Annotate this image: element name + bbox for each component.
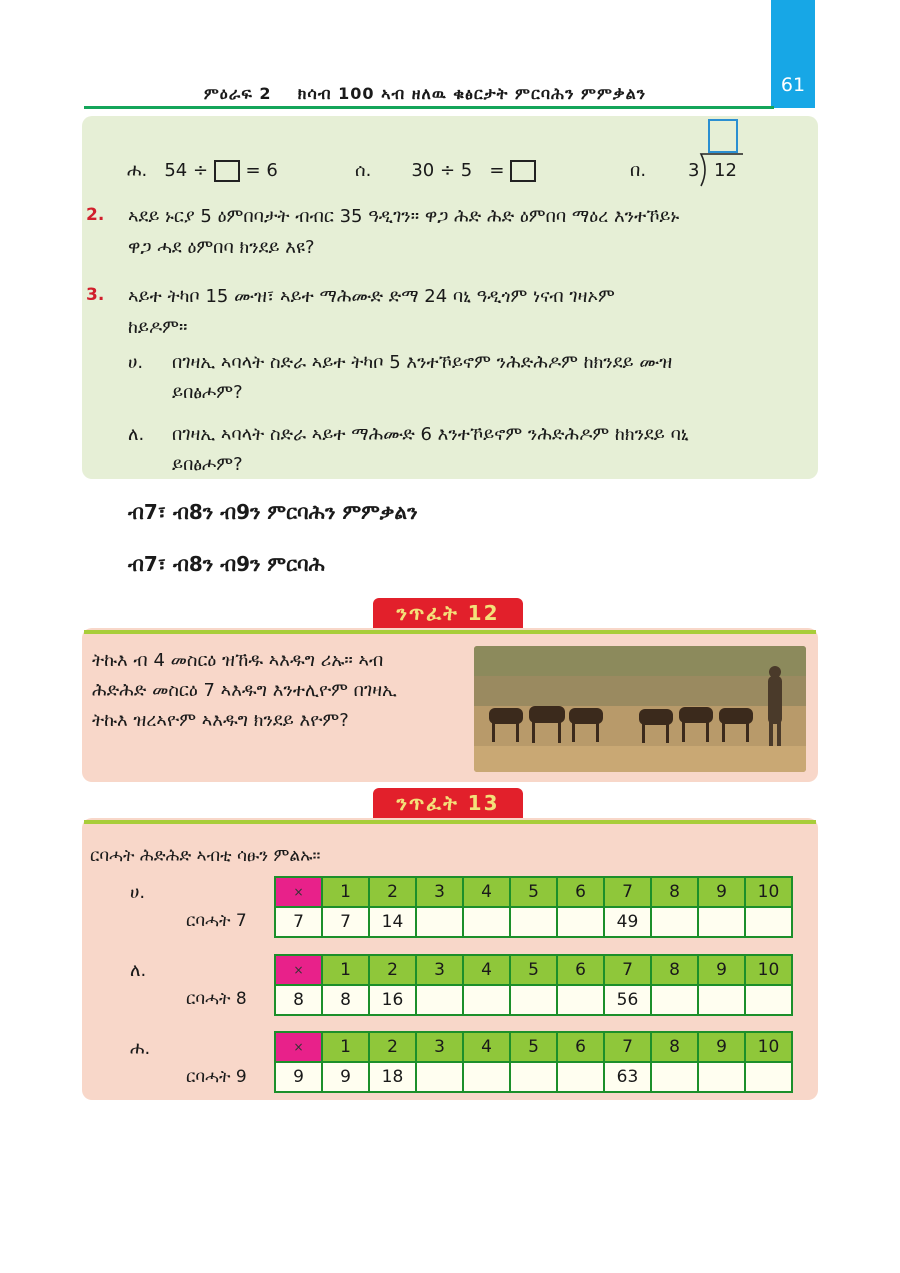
exercise-b-label: ሰ.	[355, 160, 372, 181]
exercise-c-label: በ.	[630, 160, 647, 181]
value-cell: 8	[322, 985, 369, 1015]
value-cell: 14	[369, 907, 416, 937]
header-cell: 6	[557, 877, 604, 907]
answer-cell[interactable]	[557, 907, 604, 937]
header-divider	[84, 106, 774, 109]
answer-cell[interactable]	[651, 907, 698, 937]
value-cell: 56	[604, 985, 651, 1015]
header-cell: 6	[557, 955, 604, 985]
divisor: 3	[688, 160, 700, 181]
sub-heading: ብ7፣ ብ8ን ብ9ን ምርባሕ	[128, 552, 325, 576]
page-number: 61	[780, 74, 806, 96]
header-cell: 7	[604, 1032, 651, 1062]
chapter-unit: ምዕራፍ 2	[203, 84, 272, 103]
header-cell: 8	[651, 1032, 698, 1062]
header-cell: 4	[463, 877, 510, 907]
answer-box[interactable]	[214, 160, 240, 182]
value-cell: 9	[322, 1062, 369, 1092]
answer-cell[interactable]	[463, 985, 510, 1015]
part-label: ሀ.	[130, 882, 146, 903]
header-cell: 1	[322, 1032, 369, 1062]
donkeys-photo	[474, 646, 806, 772]
activity-13-instruction: ርባሓት ሕድሕድ ኣብቲ ሳፁን ምልኡ።	[90, 846, 321, 866]
multiplication-table-9	[274, 1031, 793, 1093]
answer-cell[interactable]	[651, 985, 698, 1015]
header-cell: 10	[745, 955, 792, 985]
value-cell: 9	[275, 1062, 322, 1092]
times-icon: ×	[275, 877, 322, 907]
exercise-a-right: = 6	[245, 160, 278, 181]
section-heading: ብ7፣ ብ8ን ብ9ን ምርባሕን ምምቃልን	[128, 500, 418, 524]
header-cell: 5	[510, 877, 557, 907]
chapter-title: ክሳብ 100 ኣብ ዘለዉ ቁፅርታት ምርባሕን ምምቃልን	[297, 84, 647, 103]
question-number: 2.	[86, 205, 105, 225]
answer-cell[interactable]	[510, 907, 557, 937]
answer-cell[interactable]	[745, 985, 792, 1015]
part-label: ለ.	[130, 960, 147, 981]
header-cell: 3	[416, 955, 463, 985]
value-cell: 18	[369, 1062, 416, 1092]
header-cell: 8	[651, 955, 698, 985]
answer-cell[interactable]	[463, 1062, 510, 1092]
question-3a-label: ሀ.	[128, 352, 144, 373]
quotient-box[interactable]	[708, 119, 738, 153]
exercise-a-left: 54 ÷	[164, 160, 209, 181]
exercise-b	[355, 156, 536, 185]
question-3b-line1: በገዛኢ ኣባላት ስድራ ኣይተ ማሕሙድ 6 እንተኾይኖም ንሕድሕዶም ከክንደይ ባኒ	[172, 424, 689, 445]
question-2-line1: ኣደይ ኑርያ 5 ዕምበባታት ብብር 35 ዓዲገን። ዋጋ ሕድ ሕድ ዕምበባ ማዕረ እንተኾይኑ	[128, 206, 680, 227]
answer-cell[interactable]	[698, 985, 745, 1015]
activity-13-rule	[84, 820, 816, 824]
activity-12-line3: ትኩእ ዝረኣዮም ኣእዱግ ክንደይ እዮም?	[92, 710, 349, 731]
answer-cell[interactable]	[698, 907, 745, 937]
header-cell: 4	[463, 1032, 510, 1062]
header-cell: 9	[698, 1032, 745, 1062]
multiplication-table-7	[274, 876, 793, 938]
header-cell: 1	[322, 877, 369, 907]
chapter-header	[80, 84, 770, 104]
answer-cell[interactable]	[510, 1062, 557, 1092]
question-3a-line2: ይበፅሖም?	[172, 382, 243, 403]
question-number: 3.	[86, 285, 105, 305]
header-cell: 1	[322, 955, 369, 985]
value-cell: 63	[604, 1062, 651, 1092]
header-cell: 7	[604, 955, 651, 985]
exercise-a-label: ሐ.	[127, 160, 148, 181]
part-label: ሐ.	[130, 1038, 151, 1059]
answer-box[interactable]	[510, 160, 536, 182]
activity-12-banner: ንጥፈት 12	[373, 598, 523, 628]
header-cell: 9	[698, 955, 745, 985]
header-cell: 2	[369, 1032, 416, 1062]
answer-cell[interactable]	[557, 985, 604, 1015]
exercise-b-left: 30 ÷ 5	[411, 160, 473, 181]
activity-13-banner: ንጥፈት 13	[373, 788, 523, 818]
times-icon: ×	[275, 1032, 322, 1062]
dividend: 12	[714, 160, 737, 181]
activity-12-rule	[84, 630, 816, 634]
answer-cell[interactable]	[745, 1062, 792, 1092]
answer-cell[interactable]	[510, 985, 557, 1015]
header-cell: 8	[651, 877, 698, 907]
header-cell: 5	[510, 1032, 557, 1062]
answer-cell[interactable]	[745, 907, 792, 937]
header-cell: 7	[604, 877, 651, 907]
header-cell: 4	[463, 955, 510, 985]
answer-cell[interactable]	[463, 907, 510, 937]
value-cell: 7	[275, 907, 322, 937]
answer-cell[interactable]	[416, 1062, 463, 1092]
activity-12-line1: ትኩእ ብ 4 መስርዕ ዝኸዱ ኣእዱግ ሪኡ። ኣብ	[92, 650, 384, 671]
header-cell: 3	[416, 1032, 463, 1062]
header-cell: 10	[745, 1032, 792, 1062]
exercise-b-right: =	[489, 160, 505, 181]
row-label: ርባሓት 8	[186, 989, 247, 1009]
question-3b-label: ለ.	[128, 424, 145, 445]
question-3a-line1: በገዛኢ ኣባላት ስድራ ኣይተ ትካቦ 5 እንተኾይኖም ንሕድሕዶም ከክንደይ ሙዝ	[172, 352, 673, 373]
header-cell: 9	[698, 877, 745, 907]
question-3b-line2: ይበፅሖም?	[172, 454, 243, 475]
question-2-line2: ዋጋ ሓደ ዕምበባ ክንደይ እዩ?	[128, 237, 315, 258]
value-cell: 7	[322, 907, 369, 937]
answer-cell[interactable]	[698, 1062, 745, 1092]
answer-cell[interactable]	[416, 907, 463, 937]
multiplication-table-8	[274, 954, 793, 1016]
question-3-line1: ኣይተ ትካቦ 15 ሙዝ፣ ኣይተ ማሕሙድ ድማ 24 ባኒ ዓዲጎም ነናብ ገዛኦም	[128, 286, 615, 307]
value-cell: 49	[604, 907, 651, 937]
times-icon: ×	[275, 955, 322, 985]
answer-cell[interactable]	[651, 1062, 698, 1092]
header-cell: 10	[745, 877, 792, 907]
value-cell: 16	[369, 985, 416, 1015]
value-cell: 8	[275, 985, 322, 1015]
header-cell: 3	[416, 877, 463, 907]
exercise-a	[127, 156, 278, 185]
header-cell: 6	[557, 1032, 604, 1062]
answer-cell[interactable]	[416, 985, 463, 1015]
row-label: ርባሓት 7	[186, 911, 247, 931]
header-cell: 2	[369, 955, 416, 985]
answer-cell[interactable]	[557, 1062, 604, 1092]
question-3-line2: ከይዶም።	[128, 317, 188, 338]
activity-12-line2: ሕድሕድ መስርዕ 7 ኣእዱግ እንተሊዮም በገዛኢ	[92, 680, 397, 701]
header-cell: 5	[510, 955, 557, 985]
header-cell: 2	[369, 877, 416, 907]
row-label: ርባሓት 9	[186, 1067, 247, 1087]
